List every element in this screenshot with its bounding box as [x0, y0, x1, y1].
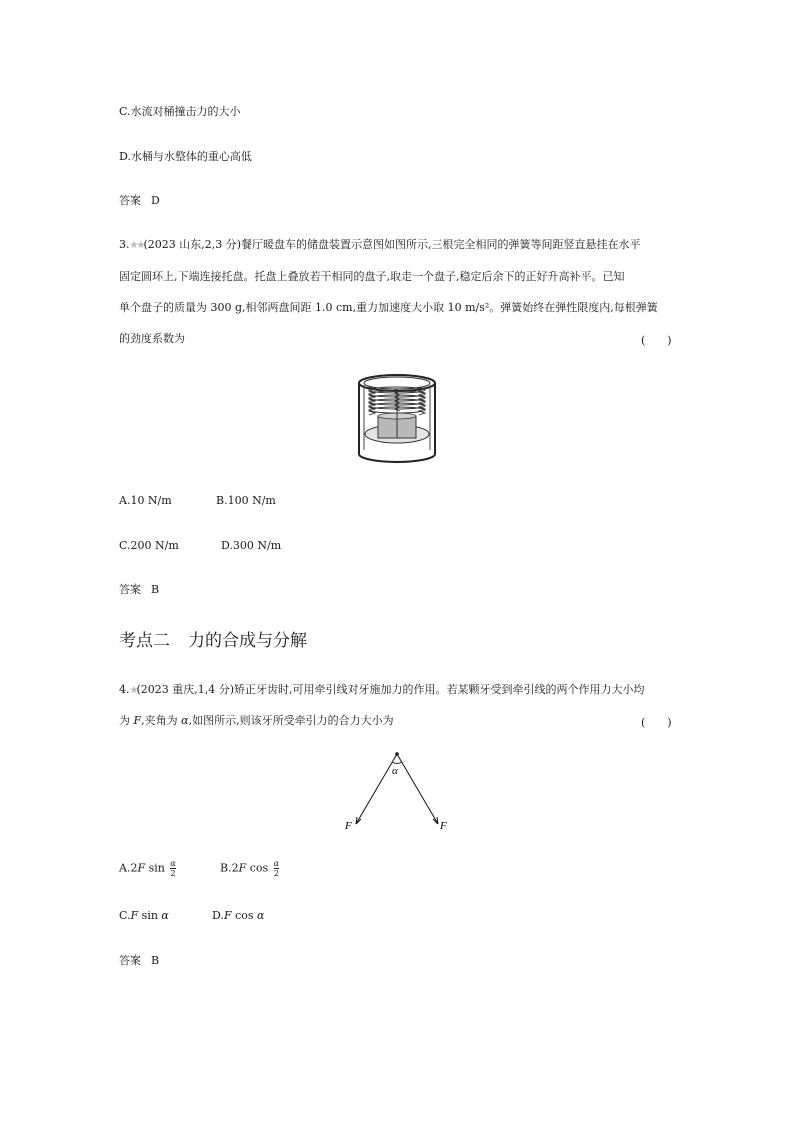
q3-option-a: A.10 N/m	[119, 494, 172, 507]
fraction-denominator: 2	[170, 869, 176, 878]
variable-f: F	[130, 909, 139, 922]
answer-label: 答案	[119, 583, 141, 596]
q4-option-a	[119, 859, 176, 878]
question-text: 矫正牙齿时,可用牵引线对牙施加力的作用。若某颗牙受到牵引线的两个作用力大小均	[234, 683, 645, 696]
q4-answer	[119, 954, 159, 968]
force-label-left: F	[345, 820, 352, 832]
function-name: cos	[246, 861, 272, 875]
angle-label: α	[392, 765, 398, 777]
answer-value: B	[151, 583, 160, 596]
fraction	[170, 859, 175, 878]
fraction-denominator: 2	[273, 869, 279, 878]
q4-answer-bracket: ( )	[641, 716, 672, 729]
option-prefix: A.2	[119, 861, 138, 875]
question-text: 餐厅暖盘车的储盘装置示意图如图所示,三根完全相同的弹簧等间距竖直悬挂在水平	[241, 238, 641, 251]
fraction	[274, 859, 279, 878]
force-label-right: F	[440, 820, 447, 832]
answer-value: D	[151, 194, 160, 207]
section-heading	[119, 631, 307, 651]
section-label: 考点二	[119, 631, 170, 651]
function-name: sin	[145, 861, 169, 875]
difficulty-star-icon: ★	[129, 685, 137, 696]
q4-line-1	[119, 683, 645, 698]
question-number: 3.	[119, 238, 130, 251]
function-name: sin	[138, 909, 162, 922]
text-segment: ,夹角为	[141, 714, 182, 727]
q3-line-3: 单个盘子的质量为 300 g,相邻两盘间距 1.0 cm,重力加速度大小取 10 m/s²。弹簧始终在弹性限度内,每根弹簧	[119, 301, 658, 314]
q3-line-4: 的劲度系数为	[119, 332, 185, 345]
fraction-numerator: α	[273, 859, 280, 868]
variable-alpha: α	[257, 909, 265, 922]
section-title: 力的合成与分解	[188, 631, 307, 651]
question-source: (2023 山东,2,3 分)	[143, 238, 241, 251]
q3-option-b: B.100 N/m	[216, 494, 276, 507]
q4-option-c	[119, 909, 169, 923]
q4-option-d	[212, 909, 264, 923]
answer-label: 答案	[119, 954, 141, 967]
q3-line-2: 固定圆环上,下端连接托盘。托盘上叠放若干相同的盘子,取走一个盘子,稳定后余下的正好升高补平。已知	[119, 270, 625, 283]
answer-label: 答案	[119, 194, 141, 207]
variable-f: F	[223, 909, 232, 922]
fraction-numerator: α	[170, 859, 176, 868]
q3-option-d: D.300 N/m	[221, 539, 282, 552]
answer-value: B	[151, 954, 160, 967]
text-segment: ,如图所示,则该牙所受牵引力的合力大小为	[188, 714, 394, 727]
variable-alpha: α	[161, 909, 169, 922]
question-source: (2023 重庆,1,4 分)	[136, 683, 235, 696]
q2-option-c: C.水流对桶撞击力的大小	[119, 105, 241, 118]
variable-alpha: α	[181, 714, 189, 727]
plate-warmer-figure	[355, 372, 439, 466]
q4-line-2	[119, 714, 394, 728]
option-prefix: B.2	[220, 861, 239, 875]
option-prefix: D.	[212, 909, 224, 922]
question-number: 4.	[119, 683, 130, 696]
q2-answer	[119, 194, 160, 208]
function-name: cos	[231, 909, 257, 922]
q3-line-1	[119, 238, 641, 253]
variable-f: F	[137, 861, 146, 875]
variable-f: F	[133, 714, 142, 727]
q3-answer	[119, 583, 159, 597]
q3-answer-bracket: ( )	[641, 334, 672, 347]
variable-f: F	[238, 861, 247, 875]
option-prefix: C.	[119, 909, 131, 922]
q4-option-b	[220, 859, 279, 878]
text-segment: 为	[119, 714, 134, 727]
difficulty-star-icon: ★★	[129, 240, 144, 251]
q2-option-d: D.水桶与水整体的重心高低	[119, 150, 252, 163]
q3-option-c: C.200 N/m	[119, 539, 179, 552]
force-angle-figure	[340, 748, 460, 834]
